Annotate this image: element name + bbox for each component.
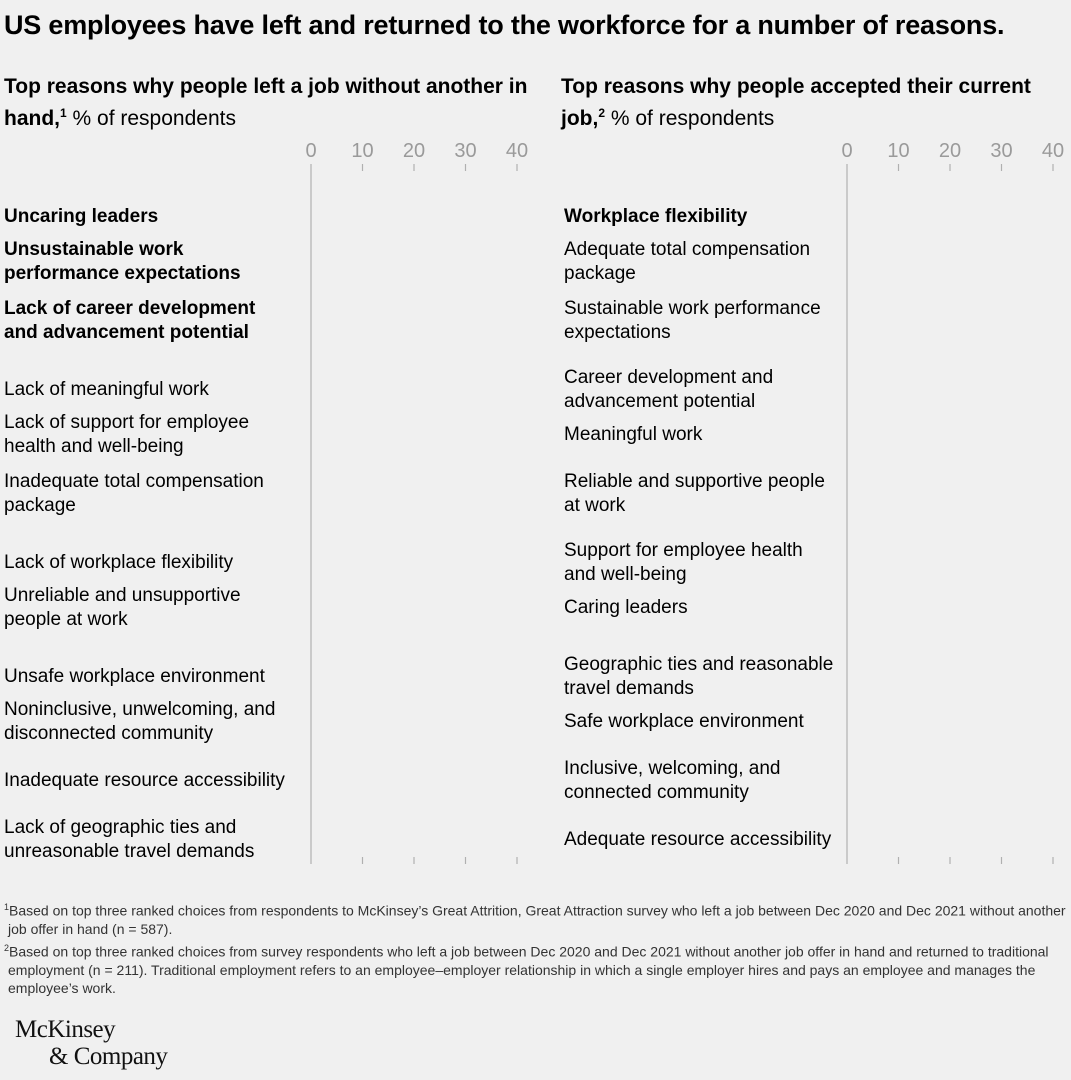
right-category-label: Support for employee health and well-being <box>564 539 803 585</box>
right-chart-heading: Top reasons why people accepted their current job, <box>561 75 1031 130</box>
left-category-label: Inadequate resource accessibility <box>4 769 285 791</box>
right-chart-panel <box>560 0 1071 880</box>
right-category-label: Career development and advancement potential <box>564 366 774 412</box>
right-category-label: Inclusive, welcoming, and connected community <box>564 757 781 803</box>
right-chart-footnote-ref: 2 <box>598 106 606 120</box>
left-tick-label: 10 <box>351 140 374 162</box>
right-tick-label: 20 <box>938 140 962 162</box>
right-category-label: Sustainable work performance expectations <box>564 297 821 343</box>
left-category-label: Unreliable and unsupportive people at work <box>4 584 241 630</box>
left-tick-label: 0 <box>305 140 317 162</box>
chart-title: US employees have left and returned to the workforce for a number of reasons. <box>4 10 1005 40</box>
left-category-label: Uncaring leaders <box>4 205 159 227</box>
right-tick-label: 40 <box>1041 140 1065 162</box>
right-chart-unit: % of respondents <box>610 107 775 130</box>
left-tick-label: 30 <box>454 140 477 162</box>
right-category-label: Meaningful work <box>564 423 703 445</box>
left-category-label: Lack of workplace flexibility <box>4 551 234 573</box>
left-category-label: Inadequate total compensation package <box>4 470 264 516</box>
left-category-label: Lack of geographic ties and unreasonable travel demands <box>4 816 255 862</box>
footnotes <box>4 898 1066 998</box>
logo-line-1: McKinsey <box>15 1016 116 1043</box>
logo-line-2: & Company <box>49 1043 168 1070</box>
right-category-label: Adequate resource accessibility <box>564 828 832 850</box>
left-chart-heading: Top reasons why people left a job without another in hand, <box>4 75 528 130</box>
left-chart-panel <box>0 0 545 880</box>
left-category-label: Unsafe workplace environment <box>4 665 265 687</box>
footnote-2-text: Based on top three ranked choices from survey respondents who left a job between Dec 2020 and Dec 2021 without another job offer in hand and returned to traditional employment (n = 211). Traditional employment refers to an employee–employer relationship in which a single employer hires and pays an employee and manages the employee’s work. <box>8 943 1049 997</box>
footnote-2-marker: 2 <box>4 942 10 953</box>
right-category-label: Adequate total compensation package <box>564 238 811 284</box>
right-category-label: Reliable and supportive people at work <box>564 470 825 516</box>
left-category-label: Lack of career development and advancement potential <box>4 297 256 343</box>
right-category-label: Safe workplace environment <box>564 710 804 732</box>
left-chart-unit: % of respondents <box>72 107 236 130</box>
footnote-1-marker: 1 <box>4 902 10 912</box>
left-category-label: Lack of support for employee health and well-being <box>4 411 250 457</box>
right-category-label: Caring leaders <box>564 596 688 618</box>
left-category-label: Lack of meaningful work <box>4 378 209 400</box>
mckinsey-logo <box>15 1016 167 1070</box>
right-category-label: Workplace flexibility <box>564 205 748 227</box>
footnote-2 <box>4 939 1066 998</box>
left-chart-footnote-ref: 1 <box>60 106 67 120</box>
left-category-label: Noninclusive, unwelcoming, and disconnected community <box>4 698 276 744</box>
left-tick-label: 40 <box>505 140 529 162</box>
left-tick-label: 20 <box>402 140 426 162</box>
footnote-1-text: Based on top three ranked choices from respondents to McKinsey’s Great Attrition, Great Attraction survey who left a job between Dec 2020 and Dec 2021 without another job offer in hand (n = 587). <box>8 902 1066 938</box>
right-tick-label: 10 <box>887 140 910 162</box>
footnote-1 <box>4 898 1066 939</box>
right-category-label: Geographic ties and reasonable travel demands <box>564 653 834 699</box>
left-category-label: Unsustainable work performance expectations <box>4 238 241 284</box>
right-tick-label: 30 <box>990 140 1013 162</box>
right-tick-label: 0 <box>841 140 853 162</box>
